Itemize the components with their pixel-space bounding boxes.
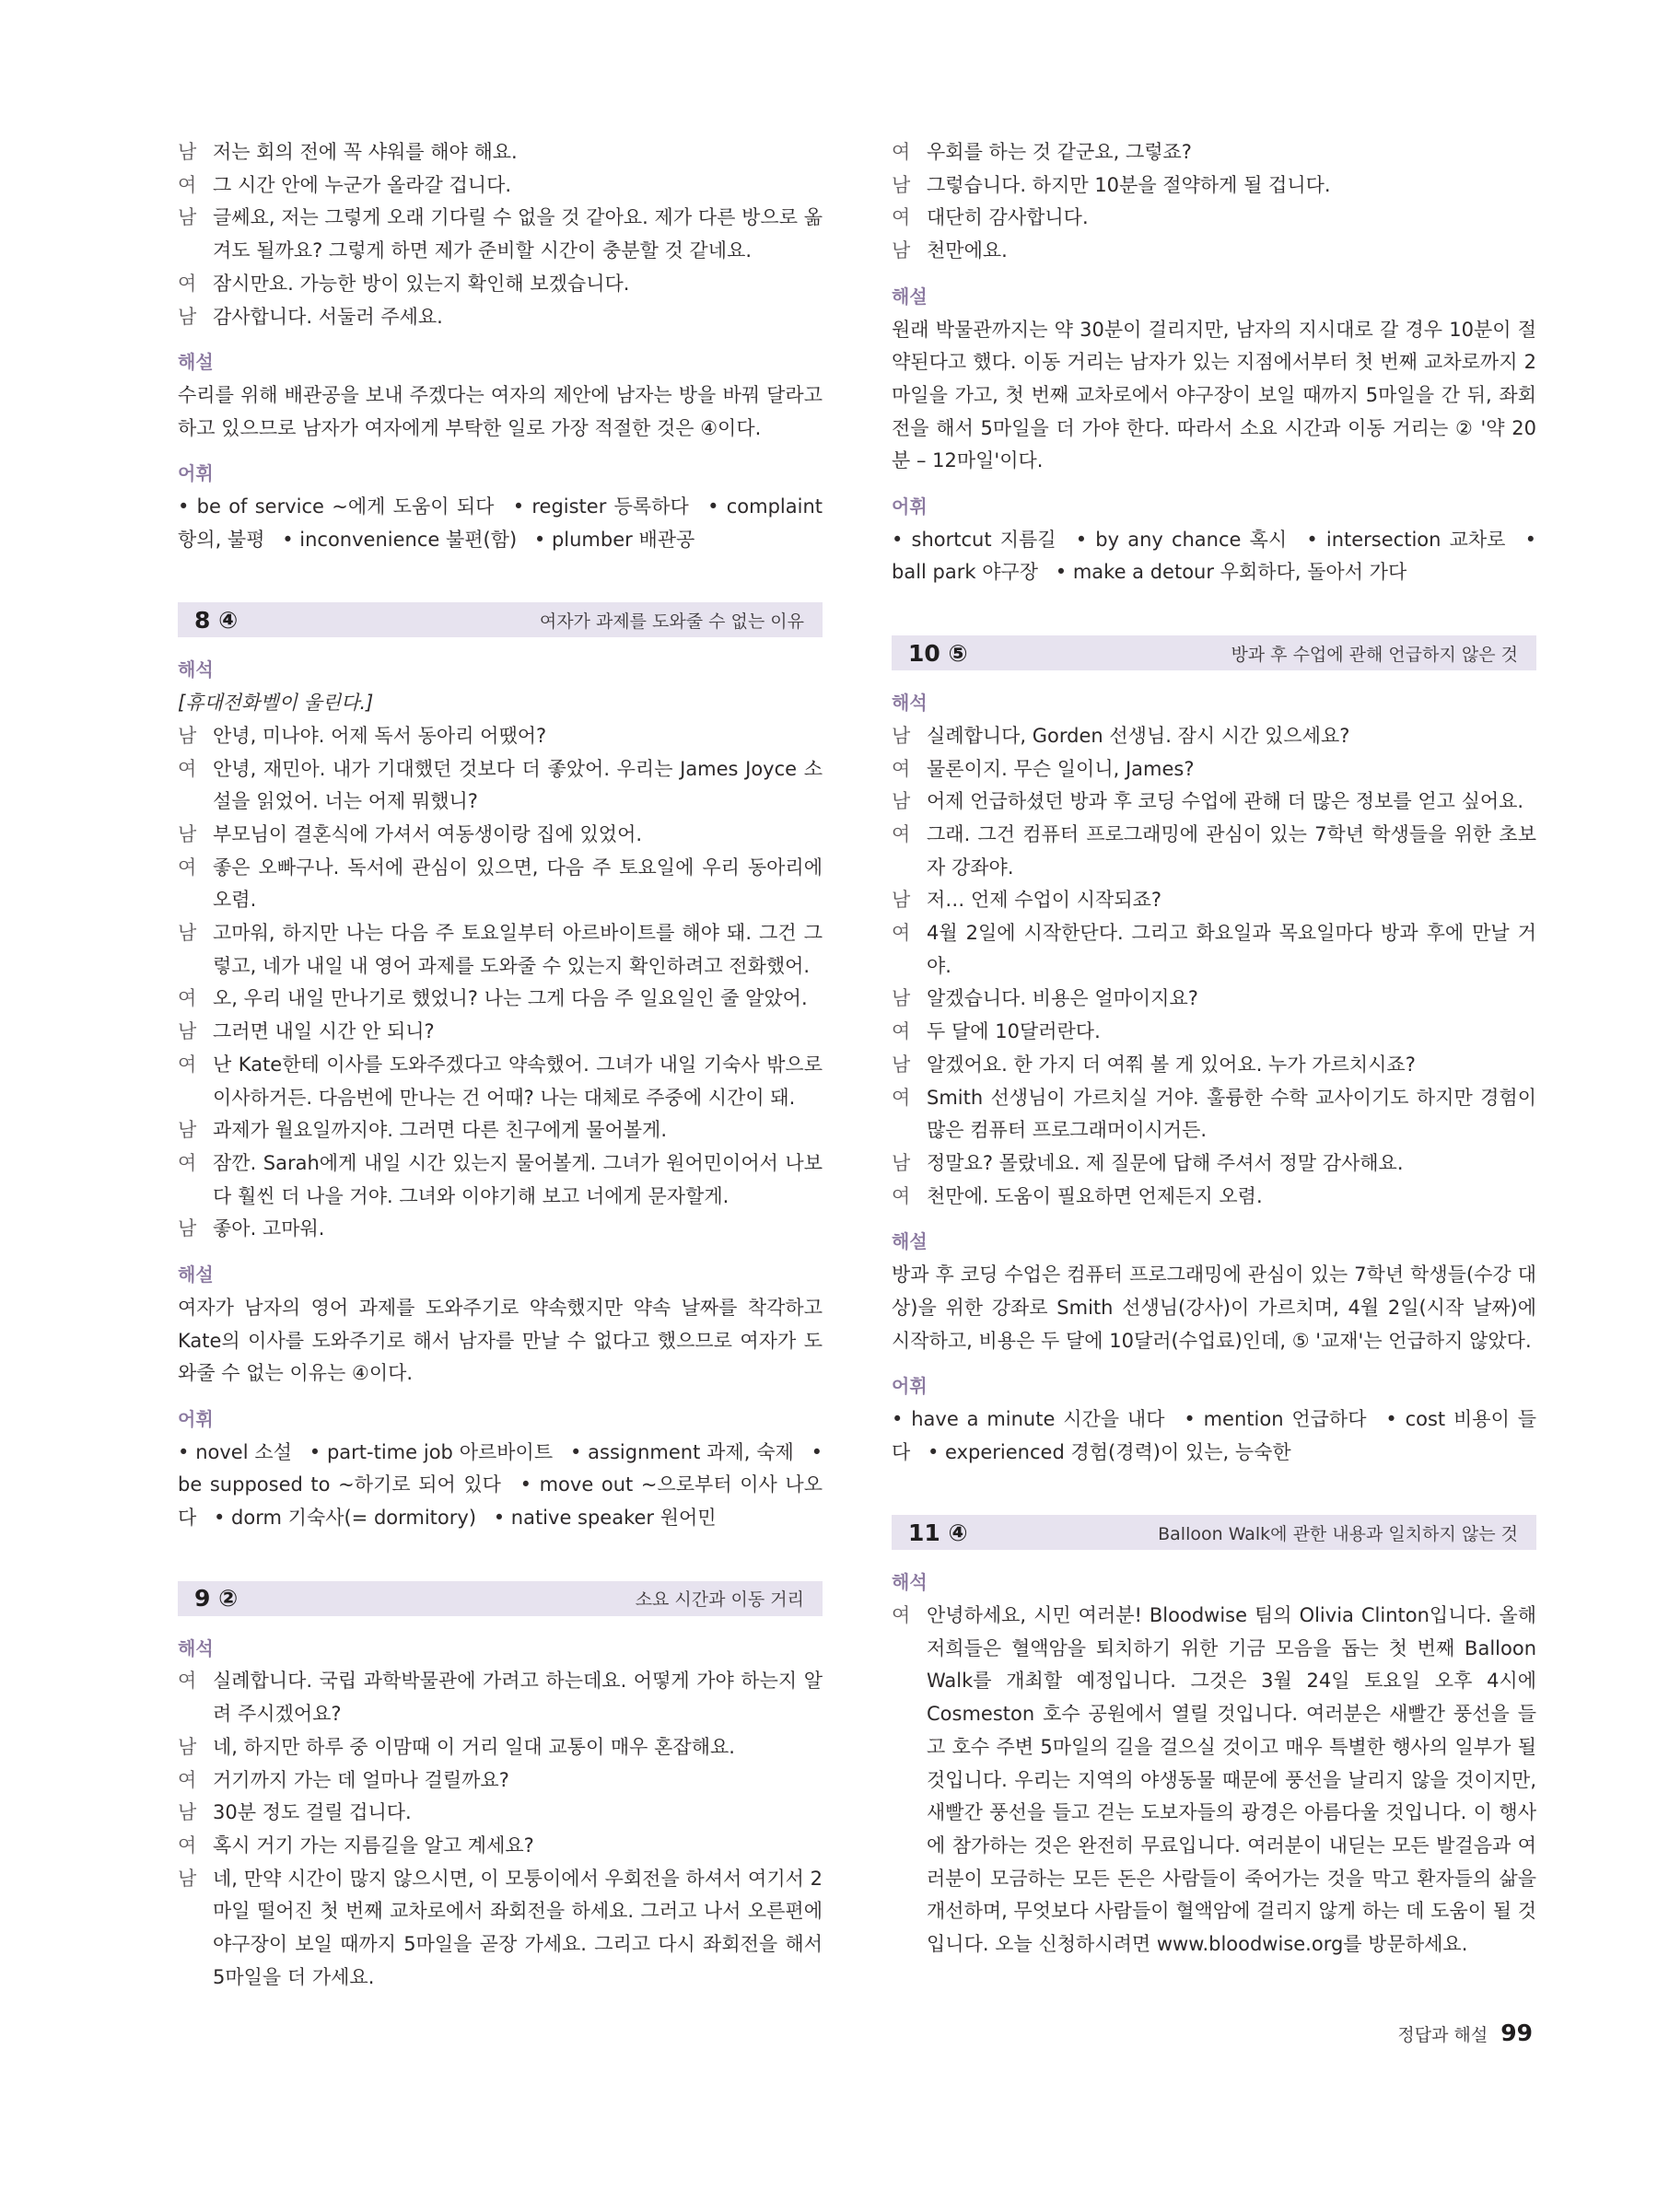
dialogue-line — [178, 1764, 823, 1798]
speaker-marker: 여 — [892, 1184, 911, 1207]
dialogue-text: 좋은 오빠구나. 독서에 관심이 있으면, 다음 주 토요일에 우리 동아리에 오렴. — [213, 856, 823, 912]
dialogue-text: 어제 언급하셨던 방과 후 코딩 수업에 관해 더 많은 정보를 얻고 싶어요. — [927, 790, 1524, 813]
speaker-marker: 여 — [892, 822, 911, 845]
dialogue-text: 4월 2일에 시작한단다. 그리고 화요일과 목요일마다 방과 후에 만날 거야. — [927, 922, 1536, 977]
explain-text: 여자가 남자의 영어 과제를 도와주기로 약속했지만 약속 날짜를 착각하고 Kate의 이사를 도와주기로 해서 남자를 만날 수 없다고 했으므로 여자가 도와줄 수 없는 이유는 ④이다. — [178, 1296, 823, 1385]
dialogue-line — [178, 1830, 823, 1863]
vocab-item: • part-time job 아르바이트 — [309, 1440, 554, 1463]
speaker-marker: 여 — [178, 757, 197, 780]
footer-label: 정답과 해설 — [1397, 2025, 1488, 2045]
q10-dialogue — [892, 720, 1536, 1214]
dialogue-line — [892, 1049, 1536, 1082]
speaker-marker: 여 — [892, 1604, 911, 1627]
speaker-marker: 남 — [892, 1151, 911, 1174]
dialogue-line — [178, 136, 823, 169]
dialogue-line — [178, 1797, 823, 1830]
dialogue-text: 혹시 거기 가는 지름길을 알고 계세요? — [213, 1834, 534, 1857]
explain-label: 해설 — [892, 285, 928, 308]
speaker-marker: 여 — [178, 1053, 197, 1076]
dialogue-line — [892, 753, 1536, 786]
dialogue-text: 실례합니다, Gorden 선생님. 잠시 시간 있으세요? — [927, 724, 1350, 747]
dialogue-text: 난 Kate한테 이사를 도와주겠다고 약속했어. 그녀가 내일 기숙사 밖으로 이사하거든. 다음번에 만나는 건 어때? 나는 대체로 주중에 시간이 돼. — [213, 1053, 823, 1109]
dialogue-text: 두 달에 10달러란다. — [927, 1020, 1101, 1043]
dialogue-text: 그래. 그건 컴퓨터 프로그래밍에 관심이 있는 7학년 학생들을 위한 초보자 강좌야. — [927, 822, 1536, 879]
vocab-label: 어휘 — [892, 1375, 928, 1398]
vocab-item: • mention 언급하다 — [1184, 1407, 1367, 1430]
speaker-marker: 남 — [178, 922, 197, 945]
dialogue-text: 네, 하지만 하루 중 이맘때 이 거리 일대 교통이 매우 혼잡해요. — [213, 1735, 735, 1758]
dialogue-text: 저… 언제 수업이 시작되죠? — [927, 889, 1162, 912]
left-column — [178, 136, 823, 1994]
vocab-item: • experienced 경험(경력)이 있는, 능숙한 — [927, 1440, 1291, 1463]
q9-dialogue — [178, 1665, 823, 1994]
dialogue-line — [892, 720, 1536, 753]
dialogue-text: 우회를 하는 것 같군요, 그렇죠? — [927, 141, 1192, 163]
speaker-marker: 여 — [892, 141, 911, 163]
dialogue-line — [892, 819, 1536, 884]
speaker-marker: 남 — [892, 987, 911, 1010]
dialogue-text: 저는 회의 전에 꼭 샤워를 해야 해요. — [213, 141, 518, 163]
q8-dialogue — [178, 720, 823, 1246]
speaker-marker: 여 — [892, 1020, 911, 1043]
vocab-item: • complaint 항의, 불평 — [178, 495, 823, 551]
speaker-marker: 남 — [892, 173, 911, 196]
dialogue-text: 그렇습니다. 하지만 10분을 절약하게 될 겁니다. — [927, 173, 1331, 196]
dialogue-text: 그러면 내일 시간 안 되니? — [213, 1020, 435, 1043]
dialogue-line — [178, 202, 823, 267]
speaker-marker: 남 — [178, 305, 197, 328]
dialogue-line — [892, 202, 1536, 235]
dialogue-line — [178, 268, 823, 301]
speaker-marker: 남 — [892, 239, 911, 262]
explain-label: 해설 — [892, 1230, 928, 1253]
dialogue-text: 천만에요. — [927, 239, 1008, 262]
dialogue-text: Smith 선생님이 가르치실 거야. 훌륭한 수학 교사이기도 하지만 경험이 많은 컴퓨터 프로그래머이시거든. — [927, 1086, 1536, 1142]
speaker-marker: 여 — [892, 206, 911, 229]
dialogue-text: 물론이지. 무슨 일이니, James? — [927, 757, 1195, 780]
dialogue-text: 오, 우리 내일 만나기로 했었니? 나는 그게 다음 주 일요일인 줄 알았어. — [213, 987, 808, 1010]
dialogue-text: 잠깐. Sarah에게 내일 시간 있는지 물어볼게. 그녀가 원어민이어서 나보다 훨씬 더 나을 거야. 그녀와 이야기해 보고 너에게 문자할게. — [213, 1151, 823, 1207]
vocab-item: • register 등록하다 — [512, 495, 689, 518]
dialogue-line — [892, 235, 1536, 268]
dialogue-text: 글쎄요, 저는 그렇게 오래 기다릴 수 없을 것 같아요. 제가 다른 방으로 옮겨도 될까요? 그렇게 하면 제가 준비할 시간이 충분할 것 같네요. — [213, 206, 823, 262]
explain-label: 해설 — [178, 351, 214, 374]
question-topic: 소요 시간과 이동 거리 — [635, 1589, 804, 1611]
vocab-label: 어휘 — [178, 462, 214, 485]
dialogue-text: 고마워, 하지만 나는 다음 주 토요일부터 아르바이트를 해야 돼. 그건 그렇고, 네가 내일 내 영어 과제를 도와줄 수 있는지 확인하려고 전화했어. — [213, 922, 823, 977]
translation-label: 해석 — [892, 692, 928, 715]
dialogue-text: 안녕, 재민아. 내가 기대했던 것보다 더 좋았어. 우리는 James Joyce 소설을 읽었어. 너는 어제 뭐했니? — [213, 757, 823, 813]
question-topic: 방과 후 수업에 관해 언급하지 않은 것 — [1231, 644, 1518, 665]
vocab-item: • intersection 교차로 — [1306, 528, 1506, 551]
dialogue-line — [178, 1213, 823, 1246]
speaker-marker: 여 — [178, 1768, 197, 1791]
speaker-marker: 남 — [178, 1119, 197, 1142]
vocab-label: 어휘 — [178, 1407, 214, 1430]
dialogue-line — [892, 917, 1536, 983]
right-column — [892, 136, 1536, 1962]
question-header-10 — [892, 635, 1536, 670]
vocab-item: • make a detour 우회하다, 돌아서 가다 — [1055, 561, 1407, 584]
dialogue-line — [892, 1016, 1536, 1049]
dialogue-text: 알겠어요. 한 가지 더 여쭤 볼 게 있어요. 누가 가르치시죠? — [927, 1053, 1416, 1076]
speaker-marker: 남 — [178, 1867, 197, 1890]
dialogue-line — [178, 753, 823, 819]
dialogue-text: 부모님이 결혼식에 가셔서 여동생이랑 집에 있었어. — [213, 822, 643, 845]
explain-text: 원래 박물관까지는 약 30분이 걸리지만, 남자의 지시대로 갈 경우 10분이 절약된다고 했다. 이동 거리는 남자가 있는 지점에서부터 첫 번째 교차로까지 2마일을 가고, 첫 번째 교차로에서 야구장이 보일 때까지 5마일을 간 뒤, 좌회전을 해서 5마일을 더 가야 한다. 따라서 소요 시간과 이동 거리는 ② '약 20분 – 12마일'이다. — [892, 318, 1536, 472]
speaker-marker: 여 — [178, 987, 197, 1010]
speaker-marker: 남 — [178, 141, 197, 163]
dialogue-text: 천만에. 도움이 필요하면 언제든지 오렴. — [927, 1184, 1263, 1207]
dialogue-line — [178, 983, 823, 1016]
dialogue-text: 감사합니다. 서둘러 주세요. — [213, 305, 443, 328]
vocab-list — [892, 1403, 1536, 1469]
dialogue-line — [178, 1863, 823, 1995]
vocab-list — [178, 491, 823, 556]
speaker-marker: 여 — [178, 856, 197, 879]
translation-label: 해석 — [178, 658, 214, 681]
speaker-marker: 남 — [178, 1217, 197, 1240]
speaker-marker: 남 — [892, 790, 911, 813]
question-number: 10 ⑤ — [908, 639, 968, 667]
q11-monologue — [892, 1600, 1536, 1962]
speaker-marker: 여 — [178, 1834, 197, 1857]
question-topic: Balloon Walk에 관한 내용과 일치하지 않는 것 — [1158, 1523, 1518, 1544]
dialogue-line — [178, 917, 823, 983]
dialogue-line — [892, 1600, 1536, 1962]
dialogue-text: 안녕하세요, 시민 여러분! Bloodwise 팀의 Olivia Clinton입니다. 올해 저희들은 혈액암을 퇴치하기 위한 기금 모음을 돕는 첫 번째 Balloon Walk를 개최할 예정입니다. 그것은 3월 24일 토요일 오후 4시에 Cosmeston 호수 공원에서 열릴 것입니다. 여러분은 새빨간 풍선을 들고 호수 주변 5마일의 길을 걸으실 것이고 매우 특별한 행사의 일부가 될 것입니다. 우리는 지역의 야생동물 때문에 풍선을 날리지 않을 것이지만, 새빨간 풍선을 들고 걷는 도보자들의 광경은 아름다울 것입니다. 이 행사에 참가하는 것은 완전히 무료입니다. 여러분이 내딛는 모든 발걸음과 여러분이 모금하는 모든 돈은 사람들이 죽어가는 것을 막고 환자들의 삶을 개선하며, 무엇보다 사람들이 혈액암에 걸리지 않게 하는 데 도움이 될 것입니다. 오늘 신청하시려면 www.bloodwise.org를 방문하세요. — [927, 1604, 1536, 1956]
question-header-8 — [178, 602, 823, 637]
dialogue-text: 30분 정도 걸릴 겁니다. — [213, 1801, 412, 1824]
vocab-item: • have a minute 시간을 내다 — [892, 1407, 1165, 1430]
vocab-item: • plumber 배관공 — [533, 528, 695, 551]
dialogue-line — [178, 1147, 823, 1213]
speaker-marker: 남 — [892, 889, 911, 912]
page-footer — [1397, 2020, 1533, 2046]
question-topic: 여자가 과제를 도와줄 수 없는 이유 — [539, 611, 804, 632]
dialogue-line — [892, 884, 1536, 917]
dialogue-line — [178, 819, 823, 852]
dialogue-text: 정말요? 몰랐네요. 제 질문에 답해 주셔서 정말 감사해요. — [927, 1151, 1404, 1174]
translation-label: 해석 — [178, 1636, 214, 1659]
dialogue-text: 실례합니다. 국립 과학박물관에 가려고 하는데요. 어떻게 가야 하는지 알려 주시겠어요? — [213, 1670, 823, 1726]
q7-dialogue — [178, 136, 823, 333]
speaker-marker: 남 — [178, 724, 197, 747]
vocab-item: • inconvenience 불편(함) — [282, 528, 518, 551]
dialogue-line — [178, 1114, 823, 1147]
dialogue-text: 과제가 월요일까지야. 그러면 다른 친구에게 물어볼게. — [213, 1119, 668, 1142]
vocab-item: • ball park 야구장 — [892, 528, 1536, 584]
dialogue-text: 좋아. 고마워. — [213, 1217, 325, 1240]
dialogue-line — [892, 1082, 1536, 1147]
vocab-item: • cost 비용이 들다 — [892, 1407, 1536, 1463]
dialogue-line — [892, 1147, 1536, 1181]
question-header-9 — [178, 1581, 823, 1616]
vocab-item: • dorm 기숙사(= dormitory) — [213, 1507, 477, 1530]
dialogue-text: 그 시간 안에 누군가 올라갈 겁니다. — [213, 173, 512, 196]
dialogue-line — [892, 136, 1536, 169]
dialogue-line — [178, 852, 823, 917]
speaker-marker: 남 — [892, 724, 911, 747]
speaker-marker: 남 — [178, 1801, 197, 1824]
dialogue-text: 대단히 감사합니다. — [927, 206, 1089, 229]
stage-direction: [휴대전화벨이 울린다.] — [178, 692, 374, 715]
vocab-item: • assignment 과제, 숙제 — [569, 1440, 794, 1463]
dialogue-text: 안녕, 미나야. 어제 독서 동아리 어땠어? — [213, 724, 547, 747]
translation-label: 해석 — [892, 1571, 928, 1594]
speaker-marker: 여 — [178, 173, 197, 196]
explain-label: 해설 — [178, 1263, 214, 1286]
dialogue-line — [178, 1049, 823, 1114]
speaker-marker: 여 — [892, 1086, 911, 1109]
vocab-label: 어휘 — [892, 495, 928, 518]
question-header-11 — [892, 1515, 1536, 1550]
speaker-marker: 남 — [892, 1053, 911, 1076]
question-number: 11 ④ — [908, 1519, 968, 1546]
dialogue-text: 네, 만약 시간이 많지 않으시면, 이 모퉁이에서 우회전을 하셔서 여기서 2마일 떨어진 첫 번째 교차로에서 좌회전을 하세요. 그러고 나서 오른편에 야구장이 보일 때까지 5마일을 곧장 가세요. 그리고 다시 좌회전을 해서 5마일을 더 가세요. — [213, 1867, 823, 1988]
speaker-marker: 여 — [178, 1670, 197, 1693]
page-number: 99 — [1500, 2020, 1533, 2046]
dialogue-line — [178, 720, 823, 753]
speaker-marker: 남 — [178, 206, 197, 229]
dialogue-line — [178, 1731, 823, 1764]
dialogue-text: 알겠습니다. 비용은 얼마이지요? — [927, 987, 1198, 1010]
dialogue-text: 거기까지 가는 데 얼마나 걸릴까요? — [213, 1768, 509, 1791]
vocab-item: • native speaker 원어민 — [493, 1507, 717, 1530]
q9-dialogue-continued — [892, 136, 1536, 268]
speaker-marker: 여 — [892, 922, 911, 945]
speaker-marker: 남 — [178, 1735, 197, 1758]
speaker-marker: 남 — [178, 1020, 197, 1043]
vocab-item: • shortcut 지름길 — [892, 528, 1056, 551]
speaker-marker: 여 — [892, 757, 911, 780]
dialogue-line — [178, 1016, 823, 1049]
dialogue-line — [892, 1181, 1536, 1214]
vocab-list — [178, 1437, 823, 1535]
dialogue-line — [178, 301, 823, 334]
vocab-item: • by any chance 혹시 — [1075, 528, 1288, 551]
dialogue-line — [892, 983, 1536, 1016]
vocab-list — [892, 524, 1536, 589]
dialogue-line — [892, 169, 1536, 203]
dialogue-line — [178, 169, 823, 203]
dialogue-line — [178, 1665, 823, 1730]
dialogue-line — [892, 786, 1536, 819]
vocab-item: • move out ~으로부터 이사 나오다 — [178, 1473, 823, 1530]
speaker-marker: 여 — [178, 272, 197, 295]
explain-text: 수리를 위해 배관공을 보내 주겠다는 여자의 제안에 남자는 방을 바꿔 달라고 하고 있으므로 남자가 여자에게 부탁한 일로 가장 적절한 것은 ④이다. — [178, 383, 823, 439]
speaker-marker: 여 — [178, 1151, 197, 1174]
vocab-item: • be supposed to ~하기로 되어 있다 — [178, 1440, 823, 1496]
vocab-item: • novel 소설 — [178, 1440, 292, 1463]
dialogue-text: 잠시만요. 가능한 방이 있는지 확인해 보겠습니다. — [213, 272, 630, 295]
vocab-item: • be of service ~에게 도움이 되다 — [178, 495, 495, 518]
speaker-marker: 남 — [178, 822, 197, 845]
question-number: 8 ④ — [194, 606, 239, 634]
explain-text: 방과 후 코딩 수업은 컴퓨터 프로그래밍에 관심이 있는 7학년 학생들(수강 대상)을 위한 강좌로 Smith 선생님(강사)이 가르치며, 4월 2일(시작 날짜)에 시작하고, 비용은 두 달에 10달러(수업료)인데, ⑤ '교재'는 언급하지 않았다. — [892, 1263, 1536, 1352]
question-number: 9 ② — [194, 1585, 239, 1612]
